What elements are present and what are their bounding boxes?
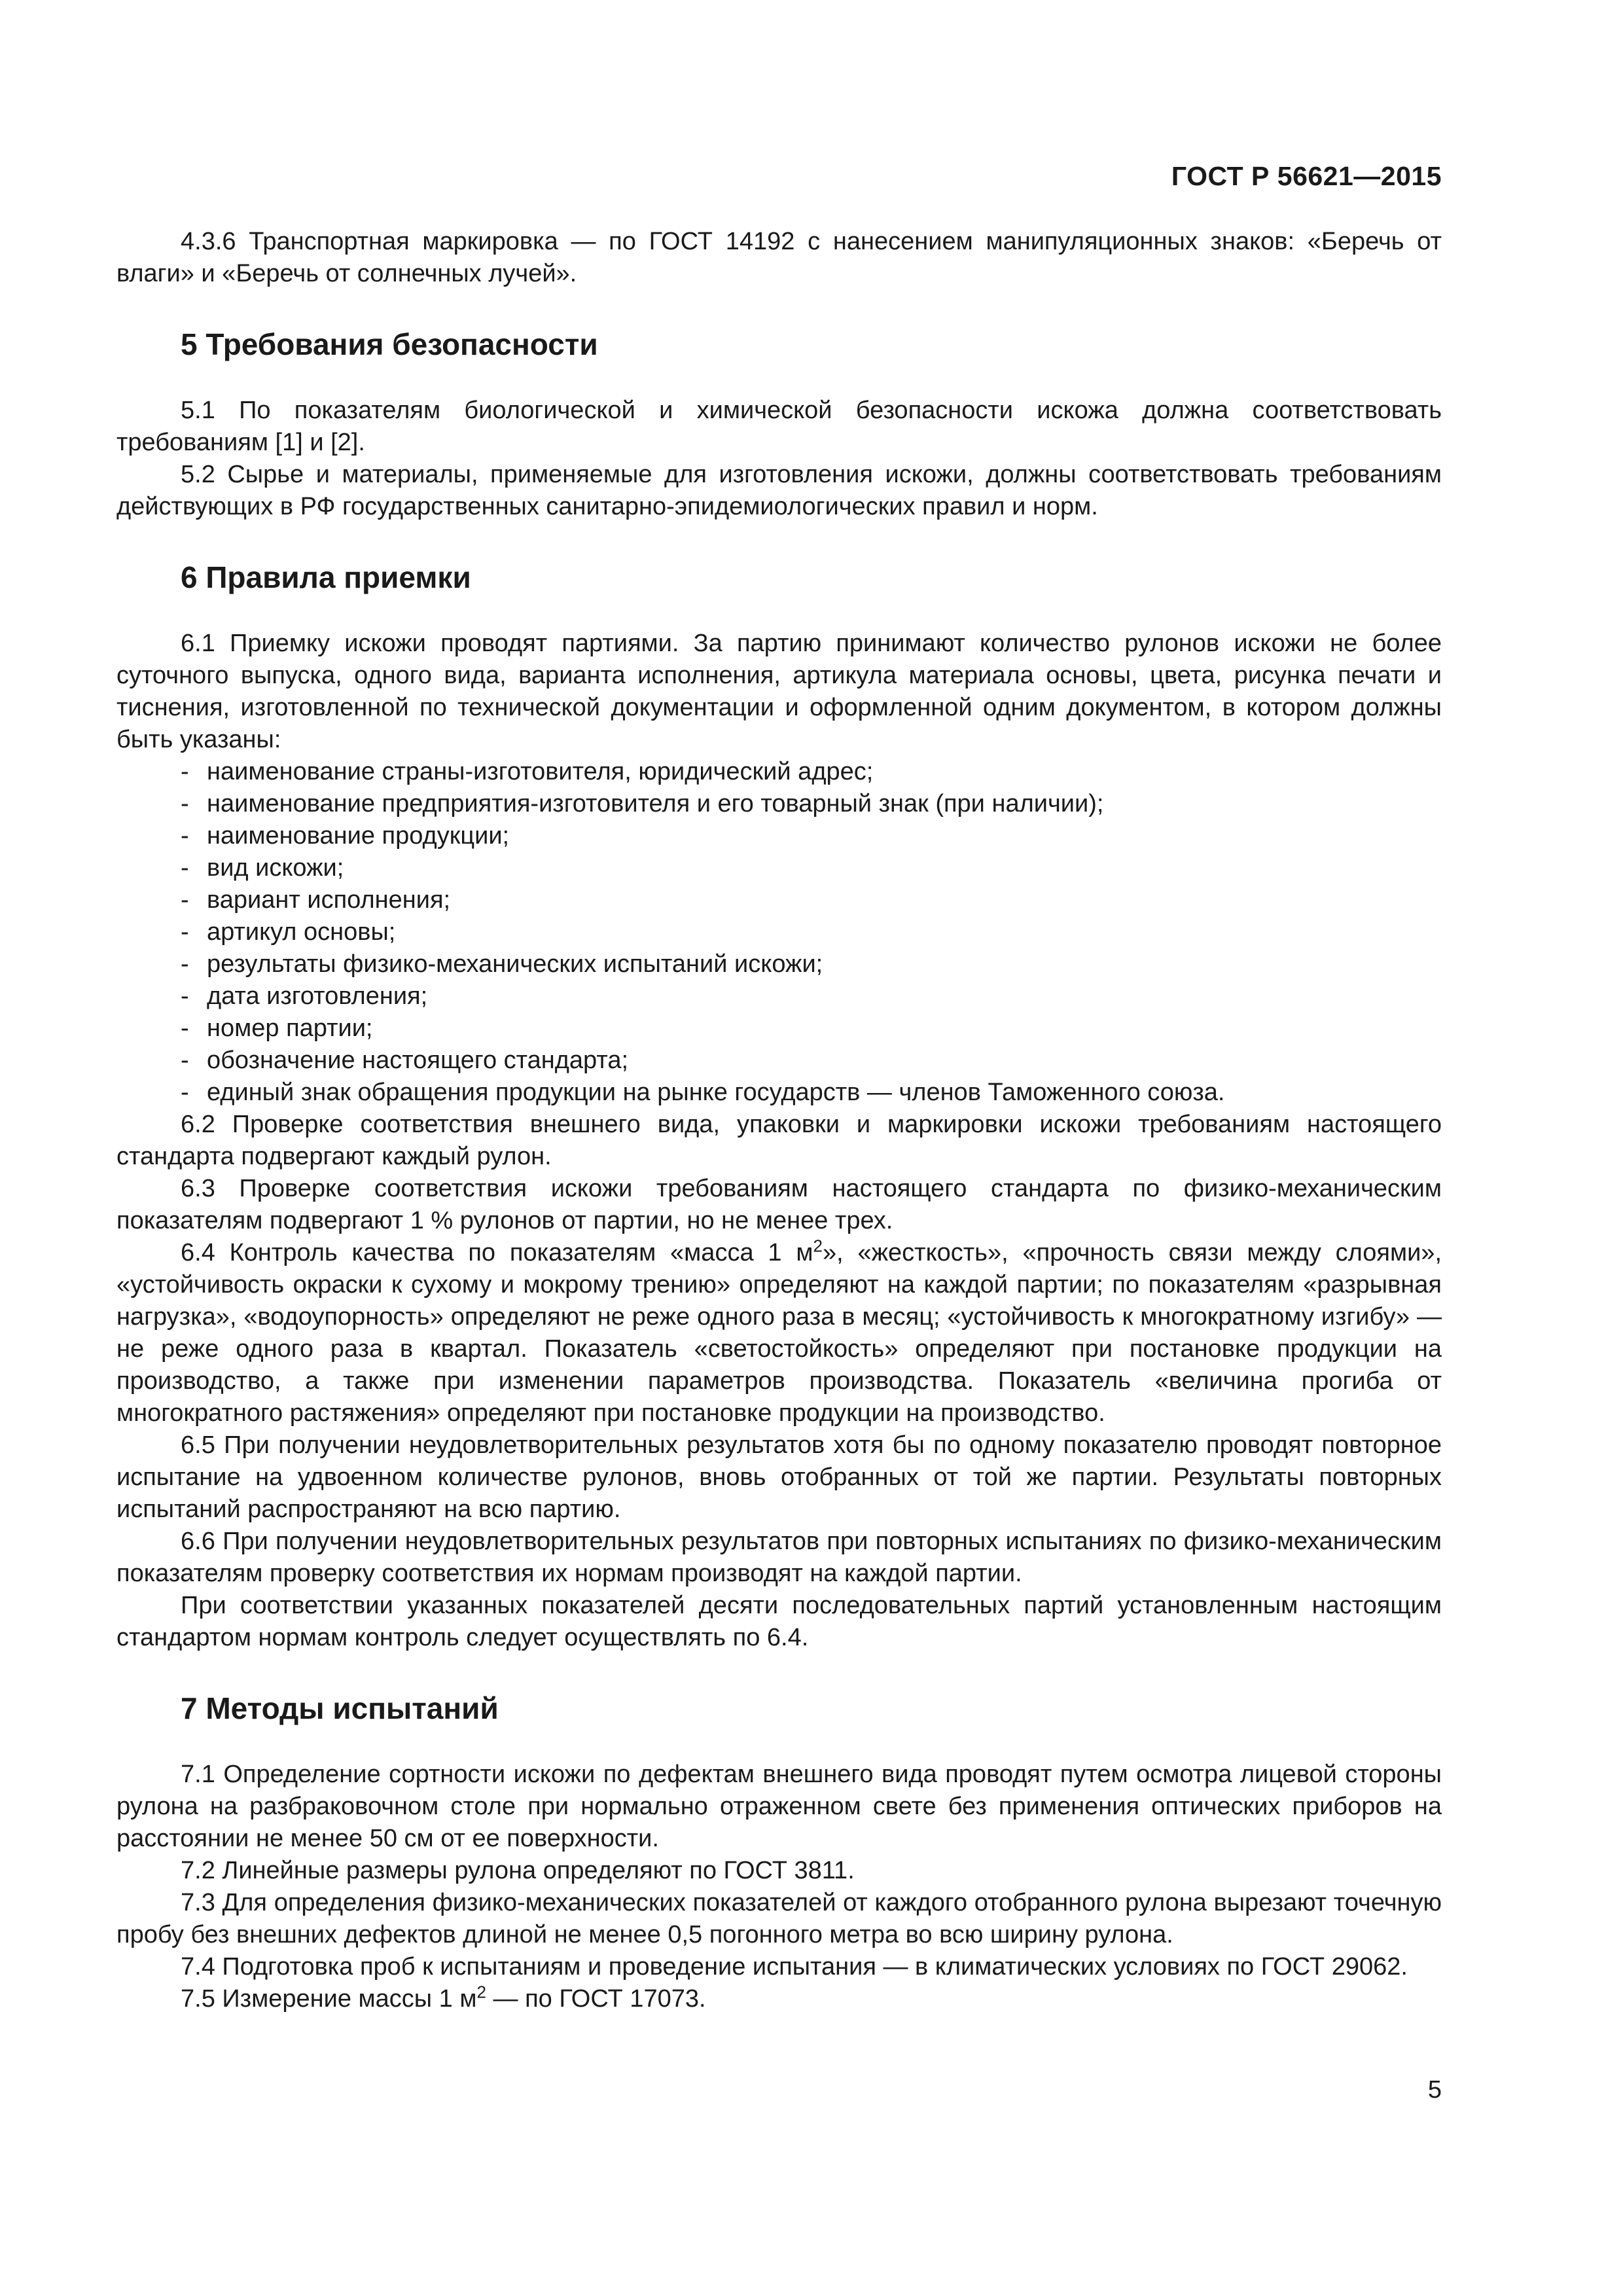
paragraph-6-4	[116, 1237, 1442, 1429]
superscript-2: 2	[813, 1236, 823, 1256]
list-item: - вариант исполнения;	[181, 884, 1442, 916]
list-item: - вид искожи;	[181, 852, 1442, 884]
paragraph-6-6: 6.6 При получении неудовлетворительных результатов при повторных испытаниях по физико-механическим показателям проверку соответствия их нормам производят на каждой партии.	[116, 1528, 1442, 1587]
list-item: - артикул основы;	[181, 916, 1442, 948]
paragraph-4-3-6: 4.3.6 Транспортная маркировка — по ГОСТ 14192 с нанесением манипуляционных знаков: «Беречь от влаги» и «Беречь от солнечных лучей».	[116, 228, 1442, 287]
paragraph-7-1: 7.1 Определение сортности искожи по дефектам внешнего вида проводят путем осмотра лицевой стороны рулона на разбраковочном столе при нормально отраженном свете без применения оптических приборов на расстоянии не менее 50 см от ее поверхности.	[116, 1761, 1442, 1852]
list-item: - дата изготовления;	[181, 980, 1442, 1013]
paragraph-6-2: 6.2 Проверке соответствия внешнего вида, упаковки и маркировки искожи требованиям настоящего стандарта подвергают каждый рулон.	[116, 1111, 1442, 1170]
document-body	[116, 226, 1442, 2015]
paragraph-6-4-part-a: 6.4 Контроль качества по показателям «масса 1 м	[181, 1239, 813, 1266]
paragraph-6-5: 6.5 При получении неудовлетворительных результатов хотя бы по одному показателю проводят повторное испытание на удвоенном количестве рулонов, вновь отобранных от той же партии. Результаты повторных испытаний распространяют на всю партию.	[116, 1431, 1442, 1523]
paragraph-6-6-continued: При соответствии указанных показателей десяти последовательных партий установленным настоящим стандартом нормам контроль следует осуществлять по 6.4.	[116, 1592, 1442, 1651]
paragraph-5-2: 5.2 Сырье и материалы, применяемые для изготовления искожи, должны соответствовать требованиям действующих в РФ государственных санитарно-эпидемиологических правил и норм.	[116, 461, 1442, 520]
list-item: - наименование продукции;	[181, 820, 1442, 852]
paragraph-7-5	[116, 1983, 1442, 2015]
paragraph-7-2: 7.2 Линейные размеры рулона определяют по ГОСТ 3811.	[181, 1857, 855, 1884]
list-item: - обозначение настоящего стандарта;	[181, 1045, 1442, 1077]
paragraph-7-5-part-b: — по ГОСТ 17073.	[486, 1985, 706, 2013]
paragraph-7-4: 7.4 Подготовка проб к испытаниям и проведение испытания — в климатических условиях по ГОСТ 29062.	[181, 1953, 1408, 1981]
superscript-2: 2	[476, 1982, 486, 2002]
section-5-title: 5 Требования безопасности	[181, 327, 598, 361]
list-item: - наименование страны-изготовителя, юридический адрес;	[181, 756, 1442, 788]
paragraph-7-5-part-a: 7.5 Измерение массы 1 м	[181, 1985, 477, 2013]
paragraph-7-3: 7.3 Для определения физико-механических показателей от каждого отобранного рулона вырезают точечную пробу без внешних дефектов длиной не менее 0,5 погонного метра во всю ширину рулона.	[116, 1889, 1442, 1948]
section-7-title: 7 Методы испытаний	[181, 1691, 499, 1725]
paragraph-6-4-part-b: », «жесткость», «прочность связи между слоями», «устойчивость окраски к сухому и мокрому трению» определяют на каждой партии; по показателям «разрывная нагрузка», «водоупорность» определяют не реже одного раза в месяц; «устойчивость к многократному изгибу» — не реже одного раза в квартал. Показатель «светостойкость» определяют при постановке продукции на производство, а также при изменении параметров производства. Показатель «величина прогиба от многократного растяжения» определяют при постановке продукции на производство.	[116, 1239, 1442, 1427]
page-number: 5	[1427, 2076, 1442, 2104]
document-code-header: ГОСТ Р 56621—2015	[1171, 161, 1442, 191]
list-item: - наименование предприятия-изготовителя и его товарный знак (при наличии);	[181, 788, 1442, 820]
list-item: - результаты физико-механических испытаний искожи;	[181, 948, 1442, 980]
paragraph-5-1: 5.1 По показателям биологической и химической безопасности искожа должна соответствовать требованиям [1] и [2].	[116, 397, 1442, 456]
paragraph-6-1: 6.1 Приемку искожи проводят партиями. За партию принимают количество рулонов искожи не более суточного выпуска, одного вида, варианта исполнения, артикула материала основы, цвета, рисунка печати и тиснения, изготовленной по технической документации и оформленной одним документом, в котором должны быть указаны:	[116, 630, 1442, 753]
paragraph-6-3: 6.3 Проверке соответствия искожи требованиям настоящего стандарта по физико-механическим показателям подвергают 1 % рулонов от партии, но не менее трех.	[116, 1175, 1442, 1234]
list-item: - номер партии;	[181, 1013, 1442, 1045]
document-requirements-list	[116, 756, 1442, 1109]
section-6-title: 6 Правила приемки	[181, 560, 471, 594]
list-item: - единый знак обращения продукции на рынке государств — членов Таможенного союза.	[181, 1077, 1442, 1109]
